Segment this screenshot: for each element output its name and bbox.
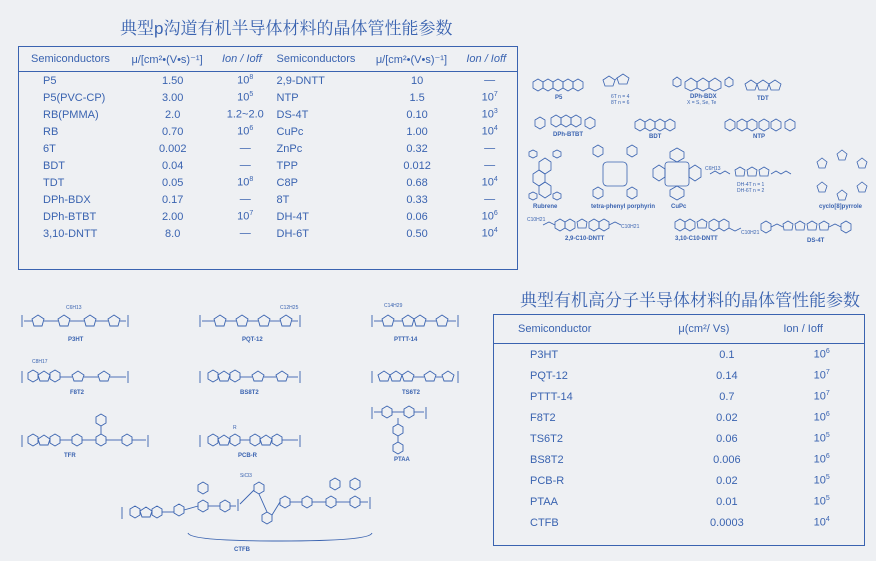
semiconductor-name-cell: P5 <box>43 74 57 87</box>
table-row <box>19 89 517 106</box>
label-2-9-dntt: 2,9-C10-DNTT <box>565 236 605 242</box>
semiconductor-name-cell: TS6T2 <box>530 432 564 445</box>
small-molecule-data-table <box>19 47 517 242</box>
on-off-ratio-cell <box>462 123 517 140</box>
label-c10h21-a: C10H21 <box>527 217 546 223</box>
label-c14h29-pttt: C14H29 <box>384 303 403 309</box>
table-row <box>494 386 864 407</box>
table-row <box>19 106 517 123</box>
table-row <box>494 428 864 449</box>
on-off-ratio-cell <box>218 174 273 191</box>
on-off-ratio-cell <box>218 72 273 90</box>
semiconductor-name-cell: 8T <box>276 193 290 206</box>
semiconductor-name-cell: RB(PMMA) <box>43 108 99 121</box>
label-bdt: BDT <box>649 134 662 140</box>
semiconductor-name-cell: TPP <box>276 159 298 172</box>
label-p5: P5 <box>555 95 563 101</box>
ratio-base: 10 <box>813 369 826 382</box>
ratio-base: 10 <box>813 453 826 466</box>
label-rubrene: Rubrene <box>533 204 558 210</box>
label-tpp: tetra-phenyl porphyrin <box>591 204 656 210</box>
mobility-cell: 2.00 <box>161 210 184 223</box>
on-off-ratio-cell <box>218 106 273 123</box>
small-molecule-structures <box>525 62 875 252</box>
ratio-base: 10 <box>813 516 826 529</box>
ratio-base: — <box>239 227 251 240</box>
label-c6h13-p3ht: C6H13 <box>66 305 82 311</box>
small-molecule-table-title: 典型p沟道有机半导体材料的晶体管性能参数 <box>120 19 453 38</box>
label-dph-bdx: DPh-BDX <box>690 94 717 100</box>
ratio-base: 10 <box>481 125 494 138</box>
mobility-cell: 0.006 <box>713 453 741 466</box>
ratio-base: 10 <box>237 91 250 104</box>
on-off-ratio-cell <box>462 106 517 123</box>
table-row <box>494 449 864 470</box>
on-off-ratio-cell <box>462 89 517 106</box>
mobility-cell: 0.02 <box>716 411 738 424</box>
on-off-ratio-cell <box>218 89 273 106</box>
ratio-exponent: 6 <box>493 210 498 218</box>
on-off-ratio-cell <box>218 157 273 174</box>
ratio-exponent: 5 <box>249 91 254 99</box>
ratio-exponent: 7 <box>493 91 498 99</box>
ratio-base: 10 <box>237 125 250 138</box>
on-off-ratio-cell <box>218 225 273 242</box>
mobility-cell: 3.00 <box>161 91 184 104</box>
ratio-base: — <box>484 159 496 172</box>
label-c8h17-f8t2: C8H17 <box>32 359 48 365</box>
header-mobility-left: μ/[cm²•(V•s)⁻¹] <box>127 47 218 72</box>
semiconductor-name-cell: C8P <box>276 176 298 189</box>
semiconductor-name-cell: 6T <box>43 142 56 155</box>
ratio-base: 10 <box>813 495 826 508</box>
mobility-cell: 0.32 <box>406 142 428 155</box>
mobility-cell: 0.14 <box>716 369 738 382</box>
polymer-data-table <box>494 315 864 533</box>
ratio-exponent: 8 <box>249 74 254 82</box>
polymer-table-title: 典型有机高分子半导体材料的晶体管性能参数 <box>520 291 860 310</box>
ratio-base: — <box>484 142 496 155</box>
ratio-exponent: 7 <box>249 210 254 218</box>
on-off-ratio-cell <box>218 191 273 208</box>
label-c10h21-b: C10H21 <box>621 224 640 230</box>
on-off-ratio-cell <box>779 365 864 386</box>
label-c10h21-c: C10H21 <box>741 230 760 236</box>
mobility-cell: 0.70 <box>161 125 184 138</box>
on-off-ratio-cell <box>779 428 864 449</box>
semiconductor-name-cell: PTTT-14 <box>530 390 573 403</box>
on-off-ratio-cell <box>779 386 864 407</box>
ratio-exponent: 5 <box>825 495 830 503</box>
semiconductor-name-cell: F8T2 <box>530 411 556 424</box>
header-semiconductors-left: Semiconductors <box>19 47 127 72</box>
semiconductor-name-cell: P5(PVC-CP) <box>43 91 106 104</box>
ratio-exponent: 7 <box>825 369 830 377</box>
label-ts6t2: TS6T2 <box>402 390 421 396</box>
ratio-base: — <box>484 74 496 87</box>
table-row <box>19 157 517 174</box>
on-off-ratio-cell <box>779 344 864 366</box>
table-header-row <box>494 315 864 344</box>
mobility-cell: 0.06 <box>716 432 738 445</box>
header-ratio: Ion / Ioff <box>779 315 864 344</box>
on-off-ratio-cell <box>779 407 864 428</box>
mobility-cell: 0.01 <box>716 495 738 508</box>
table-row <box>19 174 517 191</box>
table-row <box>19 225 517 242</box>
mobility-cell: 0.10 <box>406 108 428 121</box>
table-row <box>494 512 864 533</box>
ratio-base: 10 <box>813 390 826 403</box>
table-row <box>494 365 864 386</box>
table-row <box>19 123 517 140</box>
ratio-base: — <box>239 193 251 206</box>
label-8t: 8T n = 6 <box>611 100 630 106</box>
mobility-cell: 0.33 <box>406 193 428 206</box>
semiconductor-name-cell: P3HT <box>530 348 559 361</box>
ratio-base: 10 <box>237 176 250 189</box>
label-tdt: TDT <box>757 96 769 102</box>
label-pcb-r: PCB-R <box>238 453 257 459</box>
on-off-ratio-cell <box>462 140 517 157</box>
header-ratio-right: Ion / Ioff <box>462 47 517 72</box>
ratio-base: 10 <box>813 411 826 424</box>
semiconductor-name-cell: PTAA <box>530 495 558 508</box>
on-off-ratio-cell <box>218 208 273 225</box>
ratio-base: 10 <box>481 227 494 240</box>
mobility-cell: 1.5 <box>409 91 425 104</box>
table-row <box>19 140 517 157</box>
polymer-structures-drawing <box>10 285 480 557</box>
semiconductor-name-cell: CTFB <box>530 516 559 529</box>
ratio-exponent: 8 <box>249 176 254 184</box>
label-bs8t2: BS8T2 <box>240 390 259 396</box>
mobility-cell: 0.50 <box>406 227 428 240</box>
label-3-10-dntt: 3,10-C10-DNTT <box>675 236 718 242</box>
ratio-base: — <box>484 193 496 206</box>
ratio-exponent: 4 <box>493 227 498 235</box>
mobility-cell: 0.06 <box>406 210 428 223</box>
ratio-exponent: 4 <box>493 176 498 184</box>
semiconductor-name-cell: DH-4T <box>276 210 309 223</box>
label-dh-6t: DH-6T n = 2 <box>737 188 765 194</box>
mobility-cell: 0.05 <box>161 176 184 189</box>
semiconductor-name-cell: RB <box>43 125 59 138</box>
on-off-ratio-cell <box>779 470 864 491</box>
table-row <box>19 208 517 225</box>
semiconductor-name-cell: ZnPc <box>276 142 303 155</box>
on-off-ratio-cell <box>218 123 273 140</box>
semiconductor-name-cell: DPh-BTBT <box>43 210 97 223</box>
label-c12h25-pqt: C12H25 <box>280 305 299 311</box>
ratio-base: 1.2~2.0 <box>226 108 264 121</box>
semiconductor-name-cell: NTP <box>276 91 299 104</box>
on-off-ratio-cell <box>779 491 864 512</box>
on-off-ratio-cell <box>779 449 864 470</box>
on-off-ratio-cell <box>462 225 517 242</box>
ratio-exponent: 5 <box>825 474 830 482</box>
mobility-cell: 8.0 <box>165 227 181 240</box>
semiconductor-name-cell: 2,9-DNTT <box>276 74 325 87</box>
label-cupc: CuPc <box>671 204 687 210</box>
ratio-exponent: 6 <box>825 453 830 461</box>
mobility-cell: 1.50 <box>161 74 184 87</box>
small-molecule-table <box>18 46 518 270</box>
ratio-base: — <box>239 159 251 172</box>
mobility-cell: 10 <box>410 74 424 87</box>
table-row <box>19 72 517 90</box>
ratio-base: 10 <box>813 474 826 487</box>
mobility-cell: 0.0003 <box>710 516 744 529</box>
label-pttt-14: PTTT-14 <box>394 337 418 343</box>
label-tfr: TFR <box>64 453 76 459</box>
ratio-base: 10 <box>813 432 826 445</box>
semiconductor-name-cell: BDT <box>43 159 65 172</box>
small-molecule-structures-drawing <box>525 62 875 252</box>
ratio-exponent: 6 <box>825 348 830 356</box>
on-off-ratio-cell <box>462 174 517 191</box>
header-ratio-left: Ion / Ioff <box>218 47 273 72</box>
label-dh-4t: DH-4T n = 1 <box>737 182 765 188</box>
mobility-cell: 0.7 <box>719 390 735 403</box>
on-off-ratio-cell <box>462 157 517 174</box>
ratio-exponent: 6 <box>825 411 830 419</box>
ratio-exponent: 7 <box>825 390 830 398</box>
semiconductor-name-cell: 3,10-DNTT <box>43 227 98 240</box>
semiconductor-name-cell: DS-4T <box>276 108 309 121</box>
label-ctfb: CTFB <box>234 547 250 553</box>
on-off-ratio-cell <box>462 72 517 90</box>
on-off-ratio-cell <box>779 512 864 533</box>
ratio-exponent: 6 <box>249 125 254 133</box>
semiconductor-name-cell: PCB-R <box>530 474 565 487</box>
label-c6h13: C6H13 <box>705 166 721 172</box>
table-header-row <box>19 47 517 72</box>
semiconductor-name-cell: TDT <box>43 176 65 189</box>
semiconductor-name-cell: DH-6T <box>276 227 309 240</box>
mobility-cell: 0.012 <box>403 159 431 172</box>
ratio-base: 10 <box>481 210 494 223</box>
label-cyclo8pyrrole: cyclo[8]pyrrole <box>819 204 863 210</box>
semiconductor-name-cell: DPh-BDX <box>43 193 91 206</box>
mobility-cell: 0.68 <box>406 176 428 189</box>
label-dph-bdx-sub: X = S, Se, Te <box>687 100 717 106</box>
label-6t: 6T n = 4 <box>611 94 630 100</box>
mobility-cell: 0.1 <box>719 348 735 361</box>
mobility-cell: 0.17 <box>161 193 184 206</box>
semiconductor-name-cell: CuPc <box>276 125 304 138</box>
table-row <box>494 491 864 512</box>
on-off-ratio-cell <box>462 191 517 208</box>
ratio-base: — <box>239 142 251 155</box>
table-row <box>494 344 864 366</box>
mobility-cell: 1.00 <box>406 125 428 138</box>
semiconductor-name-cell: PQT-12 <box>530 369 568 382</box>
ratio-exponent: 4 <box>493 125 498 133</box>
header-semiconductor: Semiconductor <box>494 315 674 344</box>
on-off-ratio-cell <box>462 208 517 225</box>
label-ptaa: PTAA <box>394 457 410 463</box>
header-mobility-right: μ/[cm²•(V•s)⁻¹] <box>372 47 463 72</box>
ratio-base: 10 <box>813 348 826 361</box>
ratio-base: 10 <box>481 176 494 189</box>
label-f8t2: F8T2 <box>70 390 85 396</box>
table-row <box>19 191 517 208</box>
ratio-exponent: 4 <box>825 516 830 524</box>
ratio-exponent: 5 <box>825 432 830 440</box>
ratio-base: 10 <box>481 91 494 104</box>
label-sicl3-ctfb: SiCl3 <box>240 473 252 479</box>
ratio-exponent: 3 <box>493 108 498 116</box>
ratio-base: 10 <box>237 74 250 87</box>
ratio-base: 10 <box>481 108 494 121</box>
label-pqt-12: PQT-12 <box>242 337 263 343</box>
polymer-structures <box>10 285 480 557</box>
table-row <box>494 470 864 491</box>
label-r-pcb: R <box>233 425 237 431</box>
on-off-ratio-cell <box>218 140 273 157</box>
header-mobility: μ(cm²/ Vs) <box>674 315 779 344</box>
semiconductor-name-cell: BS8T2 <box>530 453 564 466</box>
label-p3ht: P3HT <box>68 337 84 343</box>
table-row <box>494 407 864 428</box>
header-semiconductors-right: Semiconductors <box>273 47 372 72</box>
label-ds-4t: DS-4T <box>807 238 825 244</box>
polymer-table <box>493 314 865 546</box>
mobility-cell: 0.04 <box>161 159 184 172</box>
ratio-base: 10 <box>237 210 250 223</box>
mobility-cell: 0.002 <box>158 142 187 155</box>
mobility-cell: 0.02 <box>716 474 738 487</box>
label-dph-btbt: DPh-BTBT <box>553 132 583 138</box>
label-ntp: NTP <box>753 134 765 140</box>
mobility-cell: 2.0 <box>165 108 181 121</box>
